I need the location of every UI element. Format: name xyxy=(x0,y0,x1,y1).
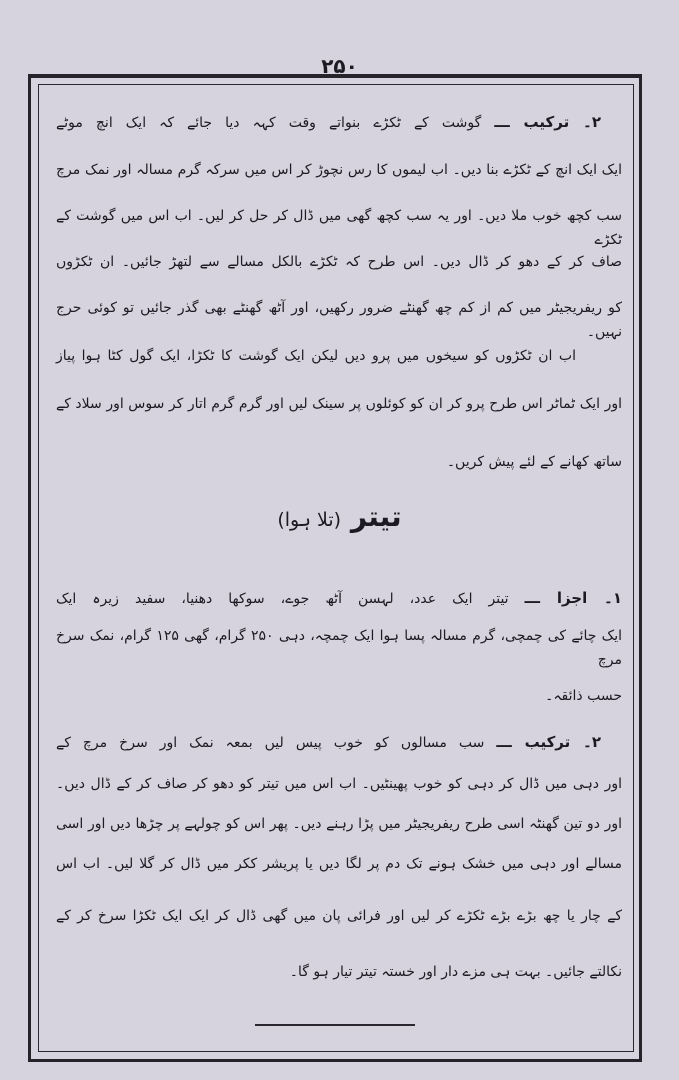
paragraph-line: مسالے اور دہی میں خشک ہونے تک دم پر لگا دیں یا پریشر ککر میں ڈال کر گلا لیں۔ اب اس xyxy=(56,856,622,872)
paragraph-line xyxy=(56,586,622,611)
recipe-title xyxy=(0,500,679,533)
method-label: ۲۔ ترکیب ـــ xyxy=(496,733,601,751)
paragraph-line: اور ایک ٹماٹر اس طرح پرو کر ان کو کوئلوں پر سینک لیں اور گرم گرم اتار کر سوس اور سلاد کے xyxy=(56,396,622,412)
end-rule xyxy=(255,1024,415,1026)
paragraph-line: سب کچھ خوب ملا دیں۔ اور یہ سب کچھ گھی میں ڈال کر حل کر لیں۔ اب اس میں گوشت کے ٹکڑے xyxy=(56,208,622,248)
paragraph-line: ایک ایک انچ کے ٹکڑے بنا دیں۔ اب لیموں کا رس نچوڑ کر اس میں سرکہ گرم مسالہ اور نمک مرچ xyxy=(56,162,622,178)
paragraph-line: حسب ذائقہ۔ xyxy=(545,688,622,704)
paragraph-line: نکالتے جائیں۔ بہت ہی مزے دار اور خستہ تیتر تیار ہو گا۔ xyxy=(289,964,622,980)
paragraph-line: کو ریفریجیٹر میں کم از کم چھ گھنٹے ضرور رکھیں، اور آٹھ گھنٹے بھی گذر جائیں تو کوئی حرج نہیں۔ xyxy=(56,300,622,340)
paragraph-line xyxy=(56,730,601,755)
page-number: ۲۵۰ xyxy=(321,54,358,78)
paragraph-line: اور دہی میں ڈال کر دہی کو خوب پھینٹیں۔ اب اس میں تیتر کو دھو کر صاف کر کے ڈال دیں۔ xyxy=(56,776,622,792)
ingredients-label: ۱۔ اجزا ـــ xyxy=(524,589,622,607)
paragraph-line xyxy=(56,110,601,135)
paragraph-line: ساتھ کھانے کے لئے پیش کریں۔ xyxy=(446,454,622,470)
title-text: تیتر xyxy=(350,500,402,533)
line-text: تیتر ایک عدد، لہسن آٹھ جوے، سوکھا دھنیا، سفید زیرہ ایک xyxy=(56,591,509,607)
paragraph-line: اور دو تین گھنٹہ اسی طرح ریفریجیٹر میں پڑا رہنے دیں۔ پھر اس کو چولہے پر چڑھا دیں اور اسی xyxy=(56,816,622,832)
paragraph-line: ایک چائے کی چمچی، گرم مسالہ پسا ہوا ایک چمچہ، دہی ۲۵۰ گرام، گھی ۱۲۵ گرام، نمک سرخ مرچ xyxy=(56,628,622,668)
line-text: سب مسالوں کو خوب پیس لیں بمعہ نمک اور سرخ مرچ کے xyxy=(56,735,485,751)
section-label: ۲۔ ترکیب ـــ xyxy=(494,113,601,131)
paragraph-line: اب ان ٹکڑوں کو سیخوں میں پرو دیں لیکن ایک گوشت کا ٹکڑا، ایک گول کٹا ہوا پیاز xyxy=(56,348,576,364)
line-text: گوشت کے ٹکڑے بنواتے وقت کہہ دیا جائے کہ ایک انچ موٹے xyxy=(56,115,482,131)
paragraph-line: کے چار یا چھ بڑے بڑے ٹکڑے کر لیں اور فرائی پان میں گھی ڈال کر ایک ایک ٹکڑا سرخ کر کے xyxy=(56,908,622,924)
recipe-subtitle: (تلا ہوا) xyxy=(277,509,342,531)
paragraph-line: صاف کر کے دھو کر ڈال دیں۔ اس طرح کہ ٹکڑے بالکل مسالے سے لتھڑ جائیں۔ ان ٹکڑوں xyxy=(56,254,622,270)
